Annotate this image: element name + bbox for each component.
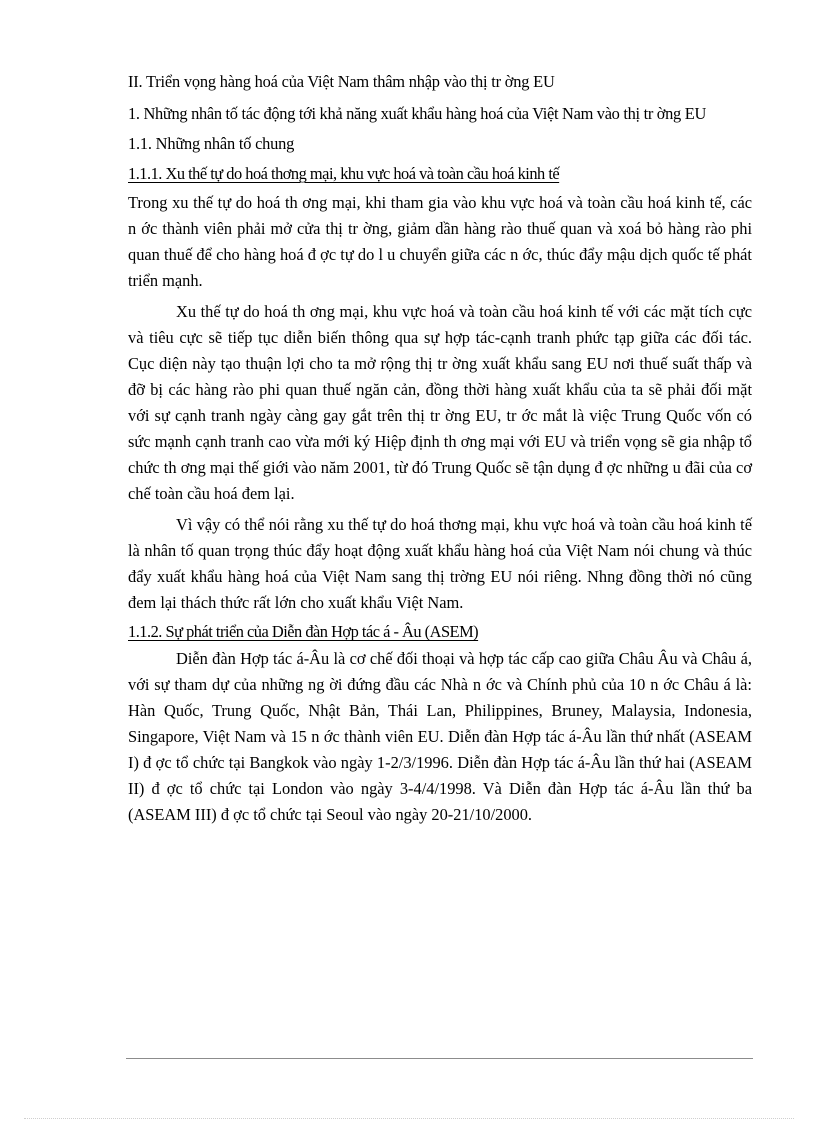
footer-divider [126, 1058, 753, 1059]
heading-1-1-1 [128, 162, 752, 186]
document-page [128, 70, 752, 828]
subsection-title: 1. Những nhân tố tác động tới khả năng xuất khẩu hàng hoá của Việt Nam vào thị tr ờng EU [128, 104, 706, 123]
heading-1-1-2-text: 1.1.2. Sự phát triển của Diễn đàn Hợp tác á - Âu (ASEM) [128, 622, 479, 641]
heading-1-1-1-text: 1.1.1. Xu thế tự do hoá thơng mại, khu vực hoá và toàn cầu hoá kinh tế [128, 164, 560, 183]
paragraph-1: Trong xu thế tự do hoá th ơng mại, khi tham gia vào khu vực hoá và toàn cầu hoá kinh tế, các n ớc thành viên phải mở cửa thị tr ờng, giảm dần hàng rào thuế quan và xoá bỏ hàng rào phi quan thuế để cho hàng hoá đ ợc tự do l u chuyển giữa các n ớc, thúc đẩy mậu dịch quốc tế phát triển mạnh. [128, 193, 752, 290]
paragraph-3: Vì vậy có thể nói rằng xu thế tự do hoá thơng mại, khu vực hoá và toàn cầu hoá kinh tế là nhân tố quan trọng thúc đẩy hoạt động xuất khẩu hàng hoá của Việt Nam nói chung và thúc đẩy xuất khẩu hàng hoá của Việt Nam sang thị trờng EU nói riêng. Nhng đồng thời nó cũng đem lại thách thức rất lớn cho xuất khẩu Việt Nam. [128, 515, 752, 612]
section-title: II. Triển vọng hàng hoá của Việt Nam thâm nhập vào thị tr ờng EU [128, 72, 555, 91]
heading-1-1-2 [128, 620, 752, 644]
paragraph-4: Diễn đàn Hợp tác á-Âu là cơ chế đối thoại và hợp tác cấp cao giữa Châu Âu và Châu á, với sự tham dự của những ng ời đứng đầu các Nhà n ớc và Chính phủ của 10 n ớc Châu á là: Hàn Quốc, Trung Quốc, Nhật Bản, Thái Lan, Philippines, Bruney, Malaysia, Indonesia, Singapore, Việt Nam và 15 n ớc thành viên EU. Diễn đàn Hợp tác á-Âu lần thứ nhất (ASEAM I) đ ợc tổ chức tại Bangkok vào ngày 1-2/3/1996. Diễn đàn Hợp tác á-Âu lần thứ hai (ASEAM II) đ ợc tổ chức tại London vào ngày 3-4/4/1998. Và Diễn đàn Hợp tác á-Âu lần thứ ba (ASEAM III) đ ợc tổ chức tại Seoul vào ngày 20-21/10/2000. [128, 649, 752, 824]
paragraph-2: Xu thế tự do hoá th ơng mại, khu vực hoá và toàn cầu hoá kinh tế với các mặt tích cực và tiêu cực sẽ tiếp tục diễn biến thông qua sự hợp tác-cạnh tranh phức tạp giữa các đối tác. Cục diện này tạo thuận lợi cho ta mở rộng thị tr ờng xuất khẩu sang EU nơi thuế suất thấp và đỡ bị các hàng rào phi quan thuế ngăn cản, đồng thời hàng xuất khẩu của ta sẽ phải đối mặt với sự cạnh tranh ngày càng gay gắt trên thị tr ờng EU, tr ớc mắt là việc Trung Quốc vốn có sức mạnh cạnh tranh cao vừa mới ký Hiệp định th ơng mại với EU và triển vọng sẽ gia nhập tổ chức th ơng mại thế giới vào năm 2001, từ đó Trung Quốc sẽ tận dụng đ ợc những u đãi của cơ chế toàn cầu hoá đem lại. [128, 302, 752, 503]
page-bottom-border [24, 1118, 794, 1119]
subsubsection-title: 1.1. Những nhân tố chung [128, 134, 295, 153]
